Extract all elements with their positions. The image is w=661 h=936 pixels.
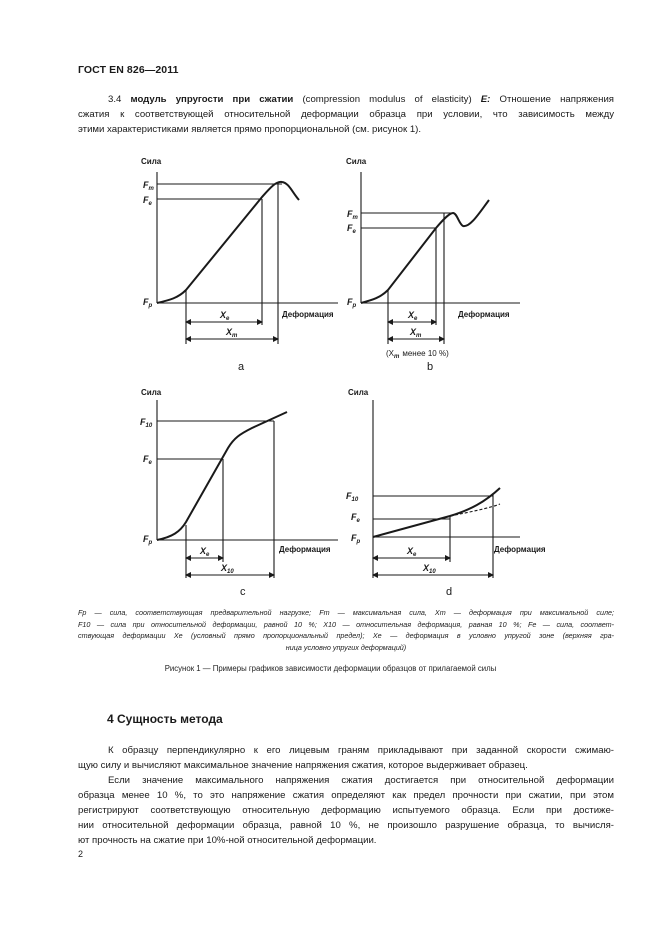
term-number: 3.4	[108, 94, 122, 105]
section-p1-line-1: К образцу перпендикулярно к его лицевым граням прикладывают при заданной скорости сжимаю-	[108, 745, 614, 756]
graph-d-fe-label: $F_e$	[351, 512, 360, 524]
graph-a-fm-label: $F_m$	[143, 180, 154, 192]
legend-line-1: Fp — сила, соответствующая предварительной нагрузке; Fm — максимальная сила, Xm — деформация при максимальной силе;	[78, 608, 614, 617]
section-p2-line-5: ют прочность на сжатие при 10%-ной относительной деформации.	[78, 835, 377, 846]
graph-b-force-label: Сила	[346, 157, 367, 166]
definition-line-2: сжатия к соответствующей относительной деформации образца при условии, что зависимость между	[78, 109, 614, 120]
graph-d-curve	[373, 488, 500, 537]
graph-c-f10-label: $F_{10}$	[140, 417, 153, 429]
section-p2-line-1: Если значение максимального напряжения сжатия достигается при относительной деформации	[108, 775, 614, 786]
legend-line-3: ствующая деформации Xe (условный прямо пропорциональный предел); Xe — деформация в условно упругой зоне (верхняя гра-	[78, 631, 614, 640]
figure-legend	[78, 607, 614, 653]
section-p1-line-2: щую силу и вычисляют максимальное значение напряжения сжатия, которое выдерживает образец.	[78, 760, 528, 771]
graph-c-force-label: Сила	[141, 388, 162, 397]
graph-d-panel-letter: d	[446, 586, 453, 598]
graph-a-fp-label: $F_p$	[143, 297, 153, 309]
figure-caption: Рисунок 1 — Примеры графиков зависимости деформации образцов от прилагаемой силы	[164, 664, 497, 673]
page-number: 2	[78, 849, 84, 859]
graph-a-fe-label: $F_e$	[143, 195, 152, 207]
graph-b-fp-label: $F_p$	[347, 297, 357, 309]
term-name: модуль упругости при сжатии	[130, 94, 294, 105]
graph-b-fm-label: $F_m$	[347, 209, 358, 221]
graph-c-panel-letter: c	[240, 586, 246, 598]
graph-c-fp-label: $F_p$	[143, 534, 153, 546]
graph-b-panel-letter: b	[427, 361, 434, 373]
graph-a-deformation-label: Деформация	[282, 310, 334, 319]
section-p2-line-2: образца менее 10 %, то это напряжение сжатия определяют как предел прочности при сжатии, при этом	[78, 790, 614, 801]
graph-d-deformation-label: Деформация	[494, 545, 546, 554]
section-heading: 4 Сущность метода	[107, 712, 223, 726]
graph-d-force-label: Сила	[348, 388, 369, 397]
graph-b-curve	[361, 200, 489, 303]
section-body	[78, 743, 614, 848]
graph-b-note: ($X_m$ менее 10 %)	[386, 349, 449, 360]
definition-line-1-rest: Отношение напряжения	[499, 94, 614, 105]
definition-line-3: этими характеристиками является прямо пропорциональной (см. рисунок 1).	[78, 124, 422, 135]
graph-b-xe-label: $X_e$	[408, 310, 418, 322]
graph-d-fp-label: $F_p$	[351, 533, 361, 545]
legend-line-2: F10 — сила при относительной деформации, равной 10 %; X10 — относительная деформация, равная 10 %; Fe — сила, соответ-	[78, 619, 614, 629]
graph-c-deformation-label: Деформация	[279, 545, 331, 554]
legend-line-4: ница условно упругих деформаций)	[285, 642, 407, 652]
graph-a-force-label: Сила	[141, 157, 162, 166]
graph-d-xe-label: $X_e$	[407, 546, 417, 558]
term-symbol: E:	[480, 94, 491, 105]
graph-c-fe-label: $F_e$	[143, 454, 152, 466]
graph-c-x10-label: $X_{10}$	[221, 563, 234, 575]
term-english: (compression modulus of elasticity)	[302, 94, 472, 105]
graph-a-panel-letter: a	[238, 361, 245, 373]
graph-d-f10-label: $F_{10}$	[346, 491, 359, 503]
graph-c-curve	[157, 412, 287, 540]
graph-c-xe-label: $X_e$	[200, 546, 210, 558]
section-p2-line-3: регистрируют соответствующую относительную деформацию испытуемого образца. Если при достиже-	[78, 805, 614, 816]
graph-a-xm-label: $X_m$	[226, 327, 238, 339]
graph-b-deformation-label: Деформация	[458, 310, 510, 319]
section-p2-line-4: нии относительной деформации образца, равной 10 %, не произошло разрушение образца, то вычисля-	[78, 820, 614, 831]
graph-b-xm-label: $X_m$	[410, 327, 422, 339]
document-header: ГОСТ EN 826—2011	[78, 64, 179, 76]
graph-a-xe-label: $X_e$	[220, 310, 230, 322]
graph-d-x10-label: $X_{10}$	[423, 563, 436, 575]
graph-b-fe-label: $F_e$	[347, 223, 356, 235]
